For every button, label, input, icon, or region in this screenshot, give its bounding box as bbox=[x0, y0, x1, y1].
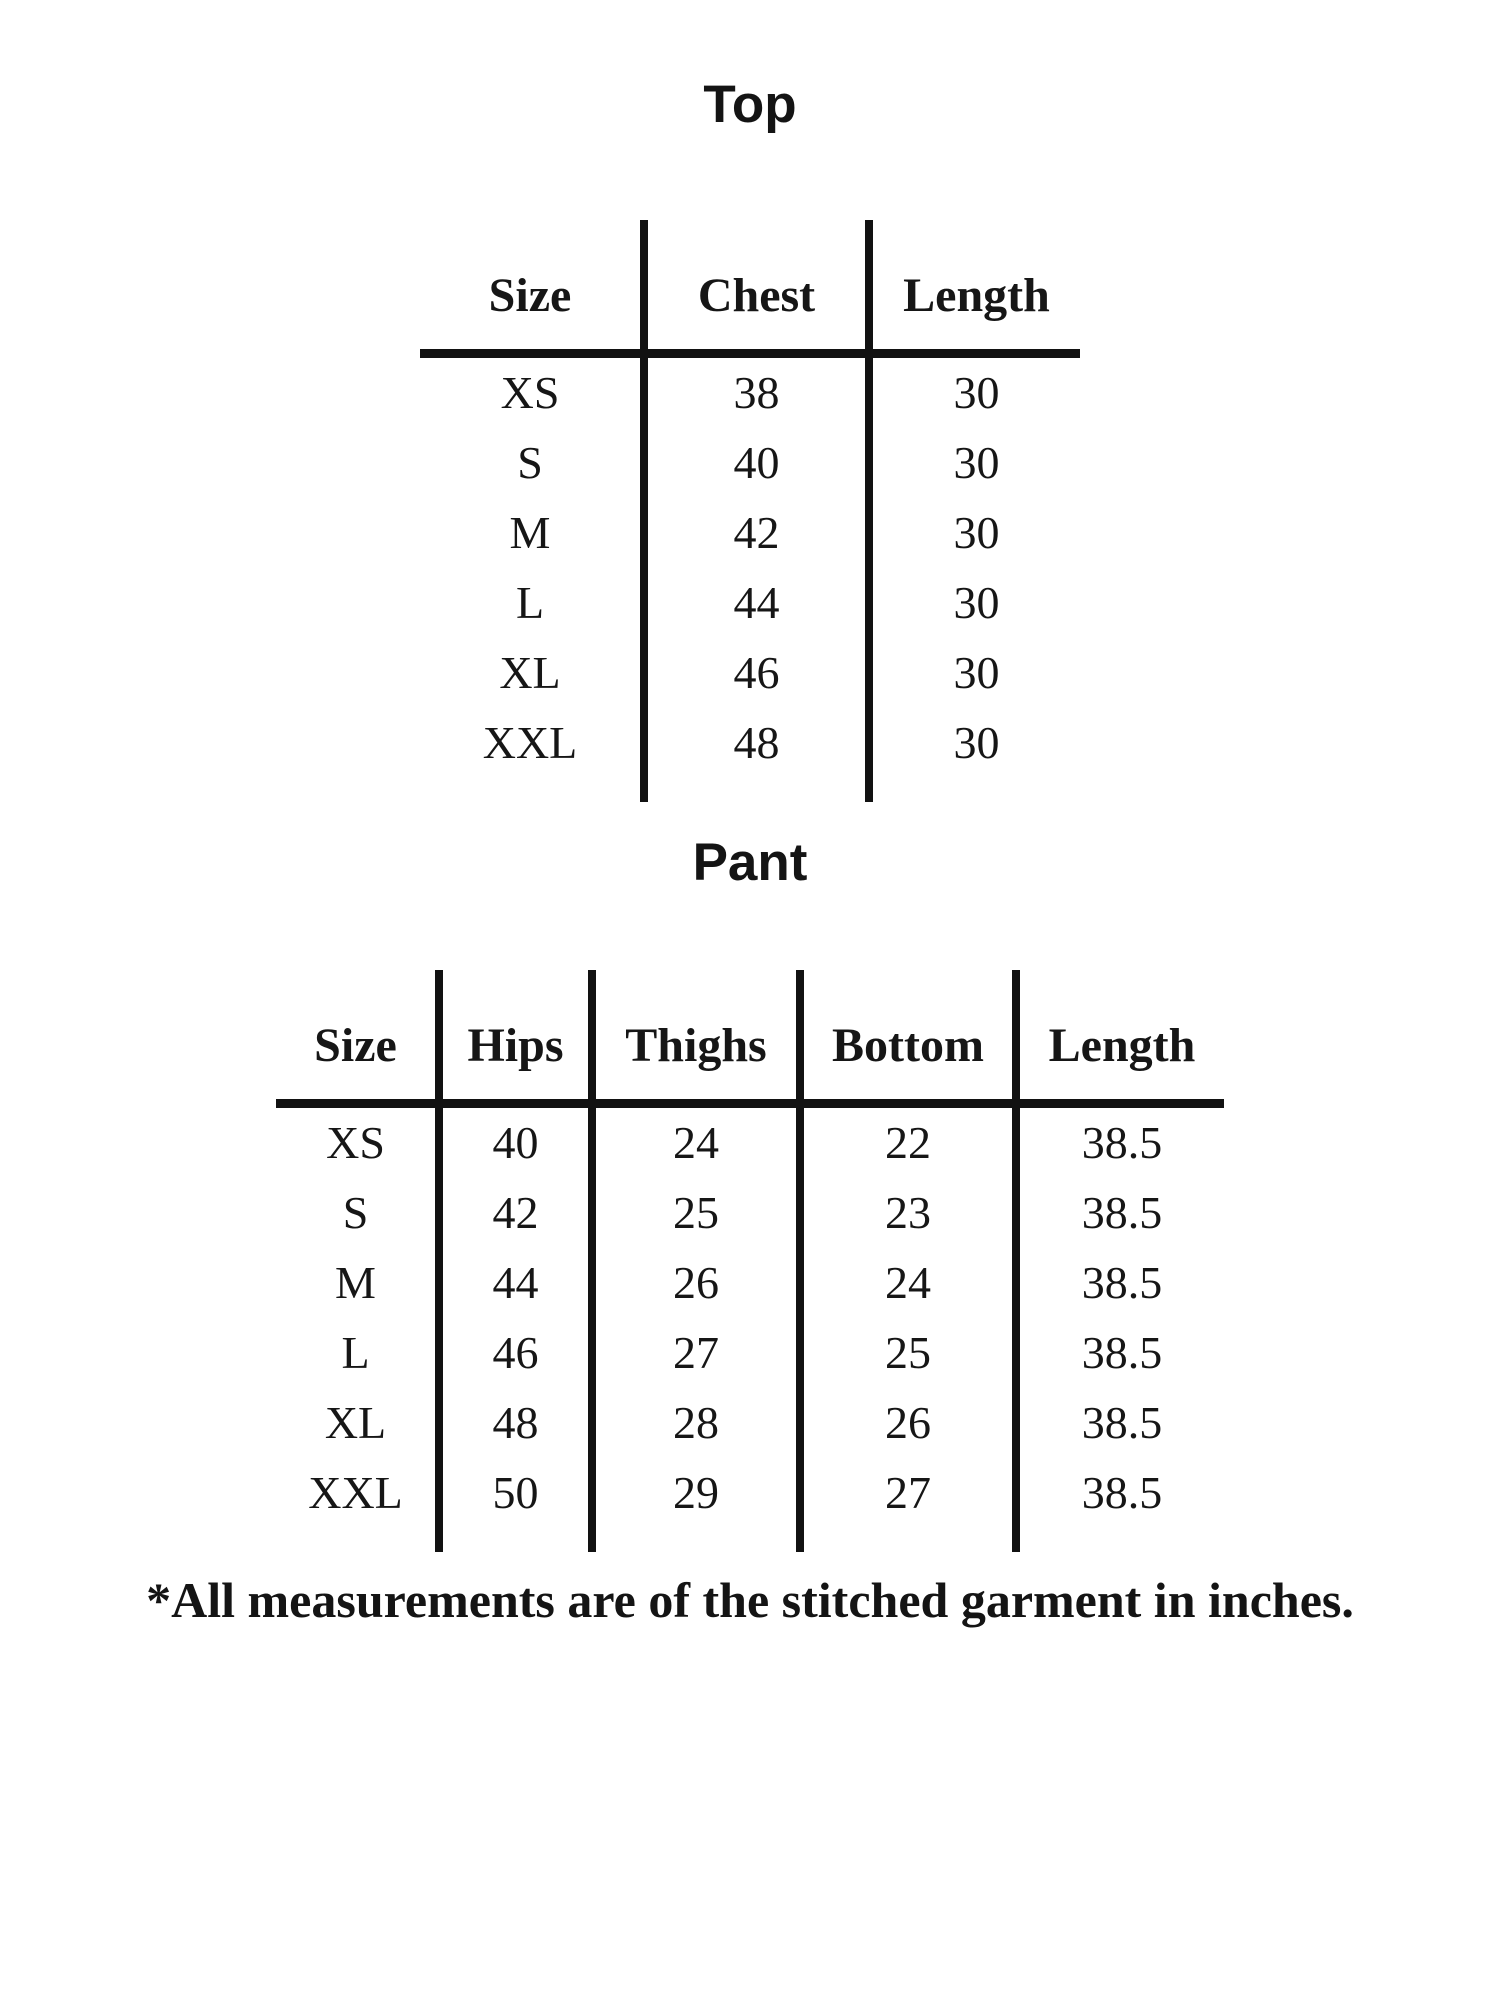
header-cell-size: Size bbox=[276, 970, 439, 1104]
cell-length: 30 bbox=[869, 568, 1080, 638]
cell-length: 30 bbox=[869, 708, 1080, 802]
cell-size: XL bbox=[499, 647, 561, 699]
cell-bottom: 25 bbox=[800, 1318, 1016, 1388]
cell-hips: 48 bbox=[439, 1388, 592, 1458]
cell-length: 38.5 bbox=[1016, 1458, 1224, 1552]
table-row bbox=[276, 1178, 1224, 1248]
header-cell-bottom: Bottom bbox=[800, 970, 1016, 1104]
cell-size: XL bbox=[324, 1397, 387, 1449]
cell-size: XS bbox=[326, 1117, 385, 1169]
cell-length: 30 bbox=[869, 638, 1080, 708]
header-cell-hips: Hips bbox=[439, 970, 592, 1104]
table-row bbox=[276, 1248, 1224, 1318]
cell-length: 38.5 bbox=[1016, 1388, 1224, 1458]
cell-bottom: 24 bbox=[800, 1248, 1016, 1318]
top-size-table bbox=[420, 220, 1080, 802]
cell-size: XS bbox=[500, 367, 560, 419]
header-row bbox=[276, 970, 1224, 1104]
cell-length: 38.5 bbox=[1016, 1248, 1224, 1318]
cell-hips: 46 bbox=[439, 1318, 592, 1388]
cell-thighs: 28 bbox=[592, 1388, 800, 1458]
cell-chest: 42 bbox=[644, 498, 869, 568]
cell-chest: 48 bbox=[644, 708, 869, 802]
cell-size: L bbox=[341, 1327, 370, 1379]
cell-thighs: 24 bbox=[592, 1104, 800, 1179]
table-row bbox=[420, 568, 1080, 638]
cell-chest: 38 bbox=[644, 354, 869, 429]
cell-bottom: 22 bbox=[800, 1104, 1016, 1179]
cell-chest: 46 bbox=[644, 638, 869, 708]
cell-bottom: 23 bbox=[800, 1178, 1016, 1248]
header-cell-chest: Chest bbox=[644, 220, 869, 354]
table-row bbox=[420, 498, 1080, 568]
cell-size: XXL bbox=[482, 717, 578, 769]
cell-thighs: 29 bbox=[592, 1458, 800, 1552]
header-cell-size: Size bbox=[420, 220, 644, 354]
header-cell-length: Length bbox=[869, 220, 1080, 354]
table-row bbox=[420, 354, 1080, 429]
cell-size: XXL bbox=[308, 1467, 403, 1519]
header-row bbox=[420, 220, 1080, 354]
cell-chest: 44 bbox=[644, 568, 869, 638]
table-row bbox=[276, 1318, 1224, 1388]
cell-size: L bbox=[515, 577, 545, 629]
cell-size: S bbox=[342, 1187, 369, 1239]
cell-length: 38.5 bbox=[1016, 1104, 1224, 1179]
top-table-header bbox=[420, 220, 1080, 354]
top-section-title: Top bbox=[703, 75, 797, 134]
cell-length: 38.5 bbox=[1016, 1178, 1224, 1248]
pant-section-title: Pant bbox=[692, 833, 808, 893]
cell-size: M bbox=[509, 507, 551, 559]
cell-length: 30 bbox=[869, 428, 1080, 498]
cell-thighs: 27 bbox=[592, 1318, 800, 1388]
pant-table-body bbox=[276, 1104, 1224, 1553]
pant-size-table bbox=[276, 970, 1224, 1552]
header-cell-length: Length bbox=[1016, 970, 1224, 1104]
footnote: *All measurements are of the stitched garment in inches. bbox=[146, 1572, 1354, 1629]
cell-length: 38.5 bbox=[1016, 1318, 1224, 1388]
cell-thighs: 26 bbox=[592, 1248, 800, 1318]
cell-length: 30 bbox=[869, 498, 1080, 568]
table-row bbox=[420, 428, 1080, 498]
cell-size: S bbox=[517, 437, 543, 489]
table-row bbox=[276, 1388, 1224, 1458]
cell-bottom: 26 bbox=[800, 1388, 1016, 1458]
cell-thighs: 25 bbox=[592, 1178, 800, 1248]
cell-hips: 42 bbox=[439, 1178, 592, 1248]
pant-table-header bbox=[276, 970, 1224, 1104]
top-table-body bbox=[420, 354, 1080, 803]
cell-bottom: 27 bbox=[800, 1458, 1016, 1552]
table-row bbox=[420, 708, 1080, 802]
header-cell-thighs: Thighs bbox=[592, 970, 800, 1104]
table-row bbox=[276, 1458, 1224, 1552]
cell-size: M bbox=[335, 1257, 376, 1309]
cell-hips: 40 bbox=[439, 1104, 592, 1179]
cell-chest: 40 bbox=[644, 428, 869, 498]
cell-hips: 50 bbox=[439, 1458, 592, 1552]
cell-length: 30 bbox=[869, 354, 1080, 429]
cell-hips: 44 bbox=[439, 1248, 592, 1318]
table-row bbox=[420, 638, 1080, 708]
table-row bbox=[276, 1104, 1224, 1179]
